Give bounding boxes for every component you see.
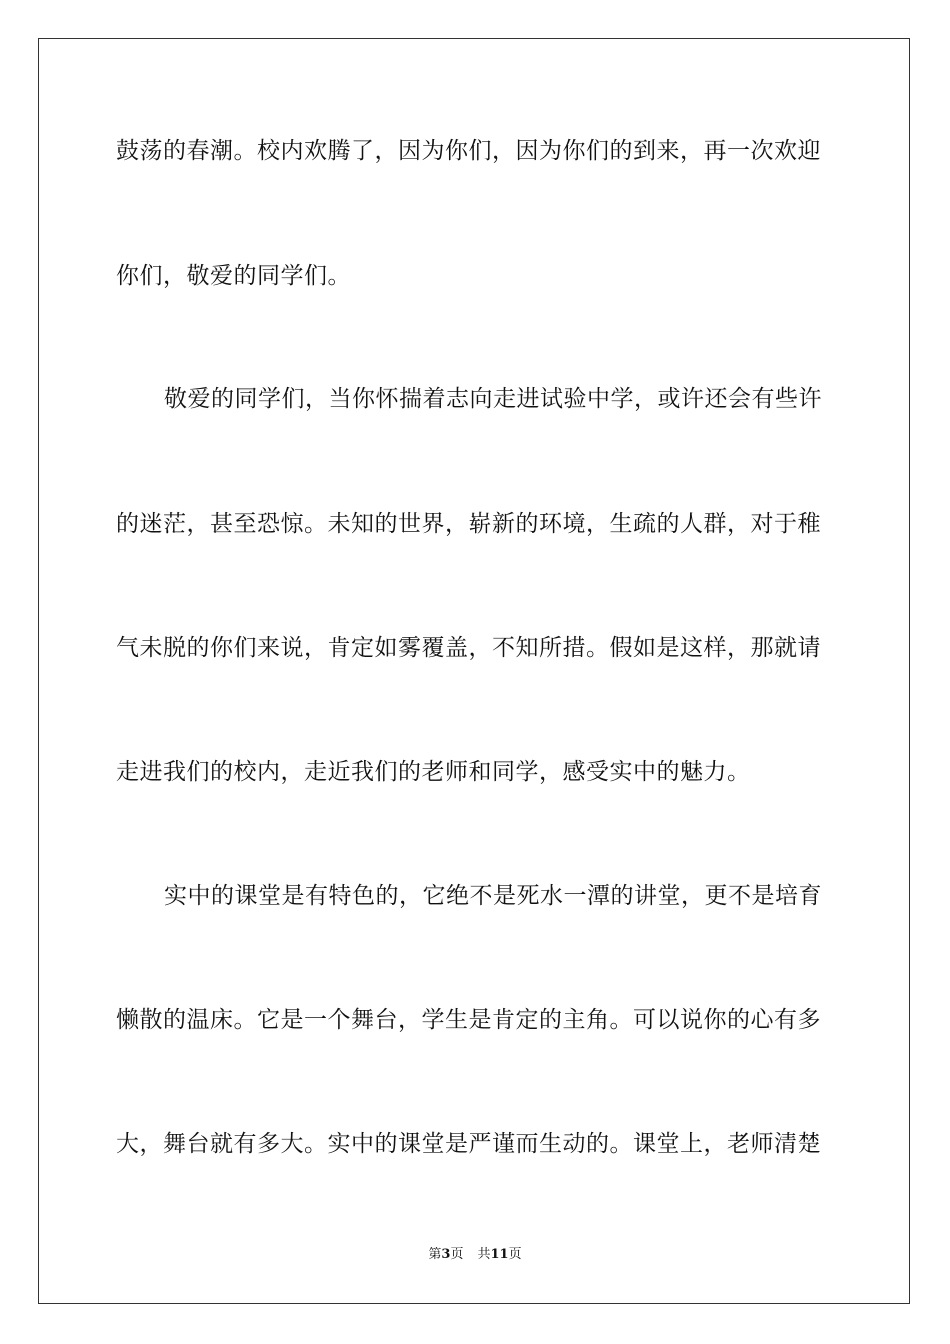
text-line-7: 实中的课堂是有特色的，它绝不是死水一潭的讲堂，更不是培育	[164, 883, 822, 909]
footer-total-suffix: 页	[508, 1247, 522, 1262]
text-line-3: 敬爱的同学们，当你怀揣着志向走进试验中学，或许还会有些许	[164, 386, 822, 412]
footer-page-prefix: 第	[428, 1247, 442, 1262]
text-line-1: 鼓荡的春潮。校内欢腾了，因为你们，因为你们的到来，再一次欢迎	[116, 138, 821, 164]
text-line-9: 大，舞台就有多大。实中的课堂是严谨而生动的。课堂上，老师清楚	[116, 1131, 821, 1157]
text-line-5: 气未脱的你们来说，肯定如雾覆盖，不知所措。假如是这样，那就请	[116, 635, 821, 661]
text-line-2: 你们，敬爱的同学们。	[116, 263, 351, 289]
page-footer	[0, 1246, 950, 1264]
text-line-4: 的迷茫，甚至恐惊。未知的世界，崭新的环境，生疏的人群，对于稚	[116, 511, 821, 537]
footer-page-number: 3	[441, 1247, 451, 1262]
text-line-6: 走进我们的校内，走近我们的老师和同学，感受实中的魅力。	[116, 759, 751, 785]
footer-page-suffix: 页	[450, 1247, 464, 1262]
footer-total-prefix: 共	[477, 1247, 491, 1262]
text-line-8: 懒散的温床。它是一个舞台，学生是肯定的主角。可以说你的心有多	[116, 1007, 821, 1033]
page-frame	[38, 38, 910, 1304]
footer-total-pages: 11	[490, 1247, 509, 1262]
